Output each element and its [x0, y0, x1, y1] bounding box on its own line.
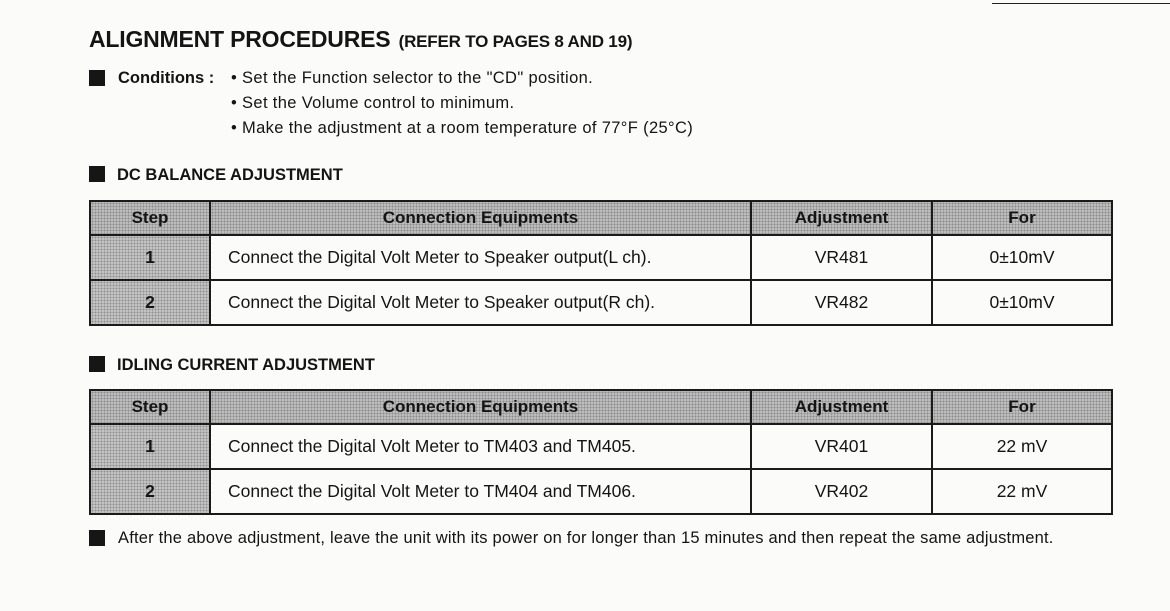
for-cell: 0±10mV [932, 280, 1112, 325]
header-adjustment: Adjustment [751, 390, 932, 424]
title-main: ALIGNMENT PROCEDURES [89, 26, 391, 52]
header-connection: Connection Equipments [210, 201, 751, 235]
table-header-row [90, 390, 1112, 424]
connection-cell: Connect the Digital Volt Meter to Speaker output(L ch). [210, 235, 751, 280]
square-bullet-icon [89, 530, 105, 546]
idling-current-heading [89, 356, 375, 375]
header-step: Step [90, 201, 210, 235]
for-cell: 0±10mV [932, 235, 1112, 280]
table-header-row [90, 201, 1112, 235]
step-cell: 2 [90, 469, 210, 514]
condition-item: • Set the Function selector to the "CD" position. [231, 69, 594, 87]
adjustment-cell: VR481 [751, 235, 932, 280]
connection-cell: Connect the Digital Volt Meter to TM404 and TM406. [210, 469, 751, 514]
square-bullet-icon [89, 356, 105, 372]
connection-cell: Connect the Digital Volt Meter to TM403 and TM405. [210, 424, 751, 469]
header-for: For [932, 390, 1112, 424]
table-row [90, 469, 1112, 514]
adjustment-cell: VR402 [751, 469, 932, 514]
step-cell: 2 [90, 280, 210, 325]
connection-cell: Connect the Digital Volt Meter to Speaker output(R ch). [210, 280, 751, 325]
condition-item: • Set the Volume control to minimum. [231, 94, 515, 112]
header-step: Step [90, 390, 210, 424]
table-row [90, 424, 1112, 469]
adjustment-cell: VR401 [751, 424, 932, 469]
conditions-list [231, 66, 693, 141]
note-text: After the above adjustment, leave the unit with its power on for longer than 15 minutes and then repeat the same adjustment. [118, 529, 1054, 547]
square-bullet-icon [89, 70, 105, 86]
for-cell: 22 mV [932, 469, 1112, 514]
title-reference: (REFER TO PAGES 8 AND 19) [398, 32, 633, 51]
table-row [90, 235, 1112, 280]
header-adjustment: Adjustment [751, 201, 932, 235]
page-title [89, 26, 632, 53]
square-bullet-icon [89, 166, 105, 182]
idling-current-table [89, 389, 1113, 515]
idling-current-heading-text: IDLING CURRENT ADJUSTMENT [117, 356, 375, 374]
table-row [90, 280, 1112, 325]
adjustment-cell: VR482 [751, 280, 932, 325]
step-cell: 1 [90, 424, 210, 469]
dc-balance-heading-text: DC BALANCE ADJUSTMENT [117, 166, 343, 184]
dc-balance-heading [89, 166, 343, 185]
step-cell: 1 [90, 235, 210, 280]
for-cell: 22 mV [932, 424, 1112, 469]
header-connection: Connection Equipments [210, 390, 751, 424]
condition-item: • Make the adjustment at a room temperature of 77°F (25°C) [231, 119, 694, 137]
corner-rule [992, 3, 1170, 4]
conditions-label: Conditions : [118, 69, 215, 87]
dc-balance-table [89, 200, 1113, 326]
after-adjustment-note [89, 528, 1119, 548]
header-for: For [932, 201, 1112, 235]
